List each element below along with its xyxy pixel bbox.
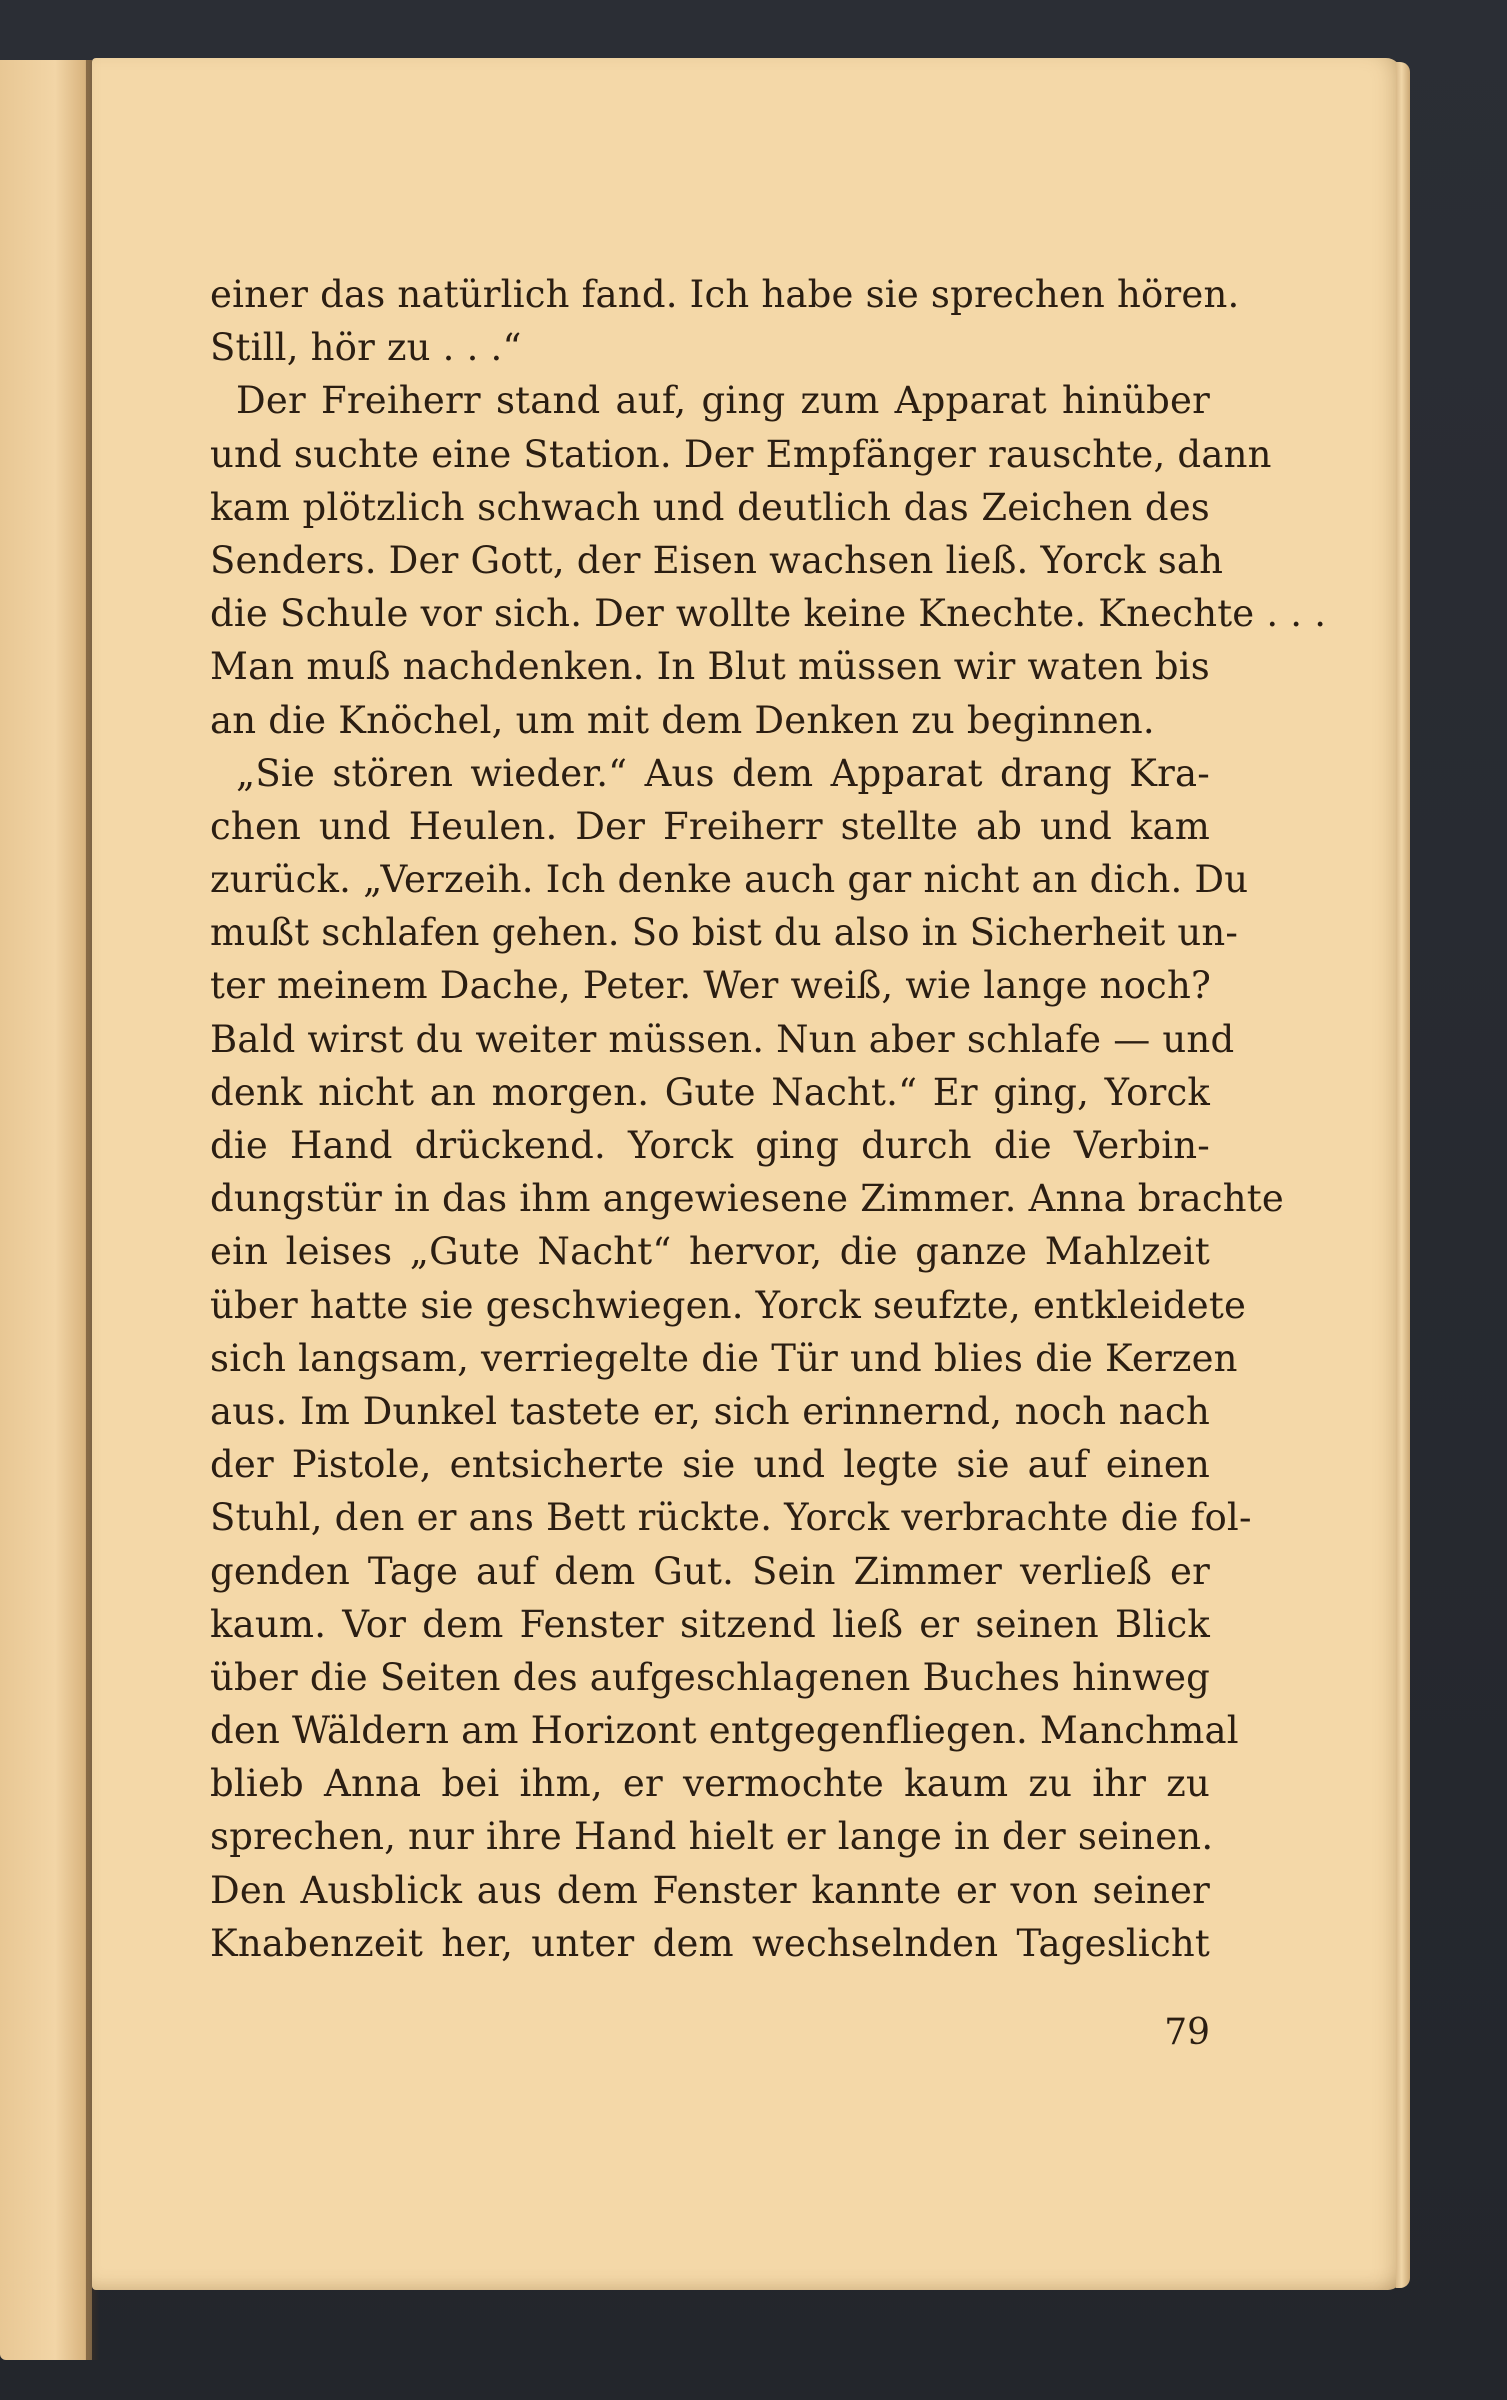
text-line: dungstür in das ihm angewiesene Zimmer. Anna brachte — [210, 1177, 1284, 1221]
page-number: 79 — [1164, 2012, 1210, 2053]
text-line: mußt schlafen gehen. So bist du also in Sicherheit un- — [210, 911, 1239, 955]
text-line: sprechen, nur ihre Hand hielt er lange in der seinen. — [210, 1815, 1214, 1859]
text-line: ein leises „Gute Nacht“ hervor, die ganze Mahlzeit — [210, 1230, 1210, 1274]
text-line: kaum. Vor dem Fenster sitzend ließ er seinen Blick — [210, 1602, 1210, 1646]
text-line: Stuhl, den er ans Bett rückte. Yorck verbrachte die fol- — [210, 1496, 1252, 1540]
text-line: zurück. „Verzeih. Ich denke auch gar nicht an dich. Du — [210, 858, 1249, 902]
text-line: einer das natürlich fand. Ich habe sie sprechen hören. — [210, 273, 1240, 316]
text-line: an die Knöchel, um mit dem Denken zu beginnen. — [210, 698, 1155, 742]
body-text — [210, 268, 1327, 1970]
facing-page-edge — [0, 60, 92, 2360]
page-edge — [1396, 62, 1410, 2288]
text-line: genden Tage auf dem Gut. Sein Zimmer verließ er — [210, 1549, 1210, 1593]
text-line: den Wäldern am Horizont entgegenfliegen. Manchmal — [210, 1709, 1239, 1753]
text-line: „Sie stören wieder.“ Aus dem Apparat drang Kra- — [236, 751, 1210, 795]
text-line: denk nicht an morgen. Gute Nacht.“ Er ging, Yorck — [210, 1070, 1210, 1114]
text-line: Knabenzeit her, unter dem wechselnden Tageslicht — [210, 1921, 1210, 1965]
text-line: Bald wirst du weiter müssen. Nun aber schlafe — und — [210, 1017, 1235, 1061]
text-line: Man muß nachdenken. In Blut müssen wir waten bis — [210, 645, 1210, 689]
text-line: Still, hör zu . . .“ — [210, 326, 522, 370]
text-line: über die Seiten des aufgeschlagenen Buches hinweg — [210, 1655, 1211, 1699]
text-line: Der Freiherr stand auf, ging zum Apparat hinüber — [236, 379, 1210, 423]
text-line: Senders. Der Gott, der Eisen wachsen ließ. Yorck sah — [210, 538, 1224, 582]
text-line: die Schule vor sich. Der wollte keine Knechte. Knechte . . . — [210, 592, 1327, 636]
text-line: chen und Heulen. Der Freiherr stellte ab und kam — [210, 804, 1210, 848]
text-line: die Hand drückend. Yorck ging durch die Verbin- — [210, 1124, 1210, 1167]
text-line: über hatte sie geschwiegen. Yorck seufzte, entkleidete — [210, 1283, 1247, 1327]
text-line: aus. Im Dunkel tastete er, sich erinnernd, noch nach — [210, 1389, 1210, 1433]
text-line: der Pistole, entsicherte sie und legte sie auf einen — [210, 1443, 1210, 1487]
text-line: kam plötzlich schwach und deutlich das Zeichen des — [210, 485, 1210, 529]
text-line: Den Ausblick aus dem Fenster kannte er von seiner — [210, 1868, 1210, 1912]
text-line: ter meinem Dache, Peter. Wer weiß, wie lange noch? — [210, 964, 1212, 1008]
text-line: und suchte eine Station. Der Empfänger rauschte, dann — [210, 432, 1272, 476]
text-line: blieb Anna bei ihm, er vermochte kaum zu ihr zu — [210, 1762, 1210, 1806]
text-line: sich langsam, verriegelte die Tür und blies die Kerzen — [210, 1336, 1238, 1380]
